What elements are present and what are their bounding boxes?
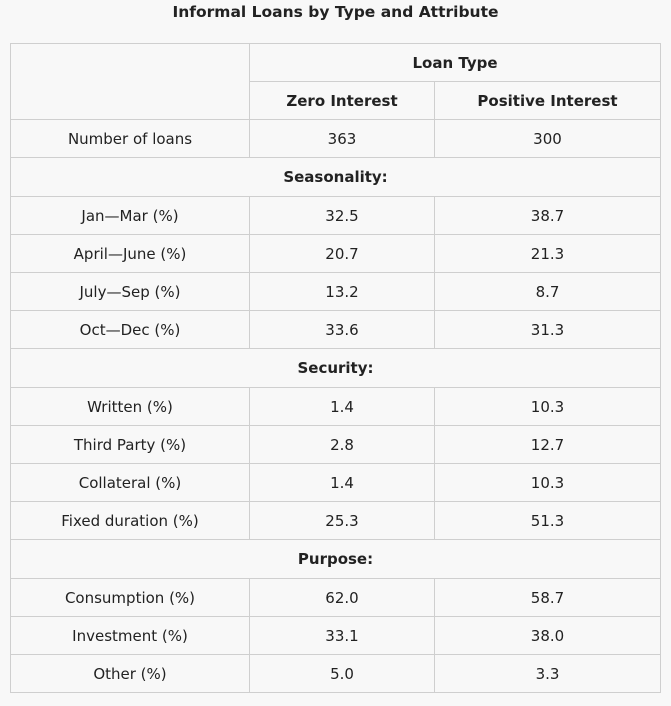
cell-positive-interest: 12.7: [435, 426, 661, 464]
cell-zero-interest: 62.0: [250, 579, 435, 617]
section-row: [11, 158, 661, 197]
cell-zero-interest: 33.1: [250, 617, 435, 655]
cell-positive-interest: 3.3: [435, 655, 661, 693]
row-label: Number of loans: [11, 120, 250, 158]
section-row: [11, 349, 661, 388]
row-label: Written (%): [11, 388, 250, 426]
cell-positive-interest: 38.7: [435, 197, 661, 235]
table-row: [11, 579, 661, 617]
row-label: Fixed duration (%): [11, 502, 250, 540]
cell-positive-interest: 300: [435, 120, 661, 158]
cell-zero-interest: 5.0: [250, 655, 435, 693]
cell-positive-interest: 58.7: [435, 579, 661, 617]
cell-positive-interest: 38.0: [435, 617, 661, 655]
table-row: [11, 617, 661, 655]
table-title: Informal Loans by Type and Attribute: [172, 3, 499, 21]
cell-zero-interest: 25.3: [250, 502, 435, 540]
cell-positive-interest: 51.3: [435, 502, 661, 540]
row-label: Oct—Dec (%): [11, 311, 250, 349]
row-label: Other (%): [11, 655, 250, 693]
cell-positive-interest: 21.3: [435, 235, 661, 273]
table-row: [11, 120, 661, 158]
row-label: April—June (%): [11, 235, 250, 273]
section-row: [11, 540, 661, 579]
row-label: Consumption (%): [11, 579, 250, 617]
cell-positive-interest: 10.3: [435, 388, 661, 426]
row-label: July—Sep (%): [11, 273, 250, 311]
table-row: [11, 426, 661, 464]
header-loan-type: Loan Type: [250, 44, 661, 82]
header-corner-cell: [11, 44, 250, 120]
table-row: [11, 655, 661, 693]
cell-zero-interest: 13.2: [250, 273, 435, 311]
header-zero-interest: Zero Interest: [250, 82, 435, 120]
row-label: Third Party (%): [11, 426, 250, 464]
cell-zero-interest: 1.4: [250, 388, 435, 426]
table-row: [11, 197, 661, 235]
row-label: Jan—Mar (%): [11, 197, 250, 235]
cell-zero-interest: 1.4: [250, 464, 435, 502]
table-row: [11, 464, 661, 502]
table-row: [11, 388, 661, 426]
cell-positive-interest: 31.3: [435, 311, 661, 349]
cell-zero-interest: 20.7: [250, 235, 435, 273]
cell-positive-interest: 10.3: [435, 464, 661, 502]
table-row: [11, 235, 661, 273]
section-label-seasonality: Seasonality:: [11, 158, 661, 197]
cell-zero-interest: 33.6: [250, 311, 435, 349]
section-label-security: Security:: [11, 349, 661, 388]
table-row: [11, 273, 661, 311]
row-label: Investment (%): [11, 617, 250, 655]
header-positive-interest: Positive Interest: [435, 82, 661, 120]
row-label: Collateral (%): [11, 464, 250, 502]
header-row-group: [11, 44, 661, 82]
cell-positive-interest: 8.7: [435, 273, 661, 311]
cell-zero-interest: 2.8: [250, 426, 435, 464]
loans-table: [10, 43, 661, 693]
table-row: [11, 311, 661, 349]
cell-zero-interest: 32.5: [250, 197, 435, 235]
section-label-purpose: Purpose:: [11, 540, 661, 579]
table-row: [11, 502, 661, 540]
cell-zero-interest: 363: [250, 120, 435, 158]
